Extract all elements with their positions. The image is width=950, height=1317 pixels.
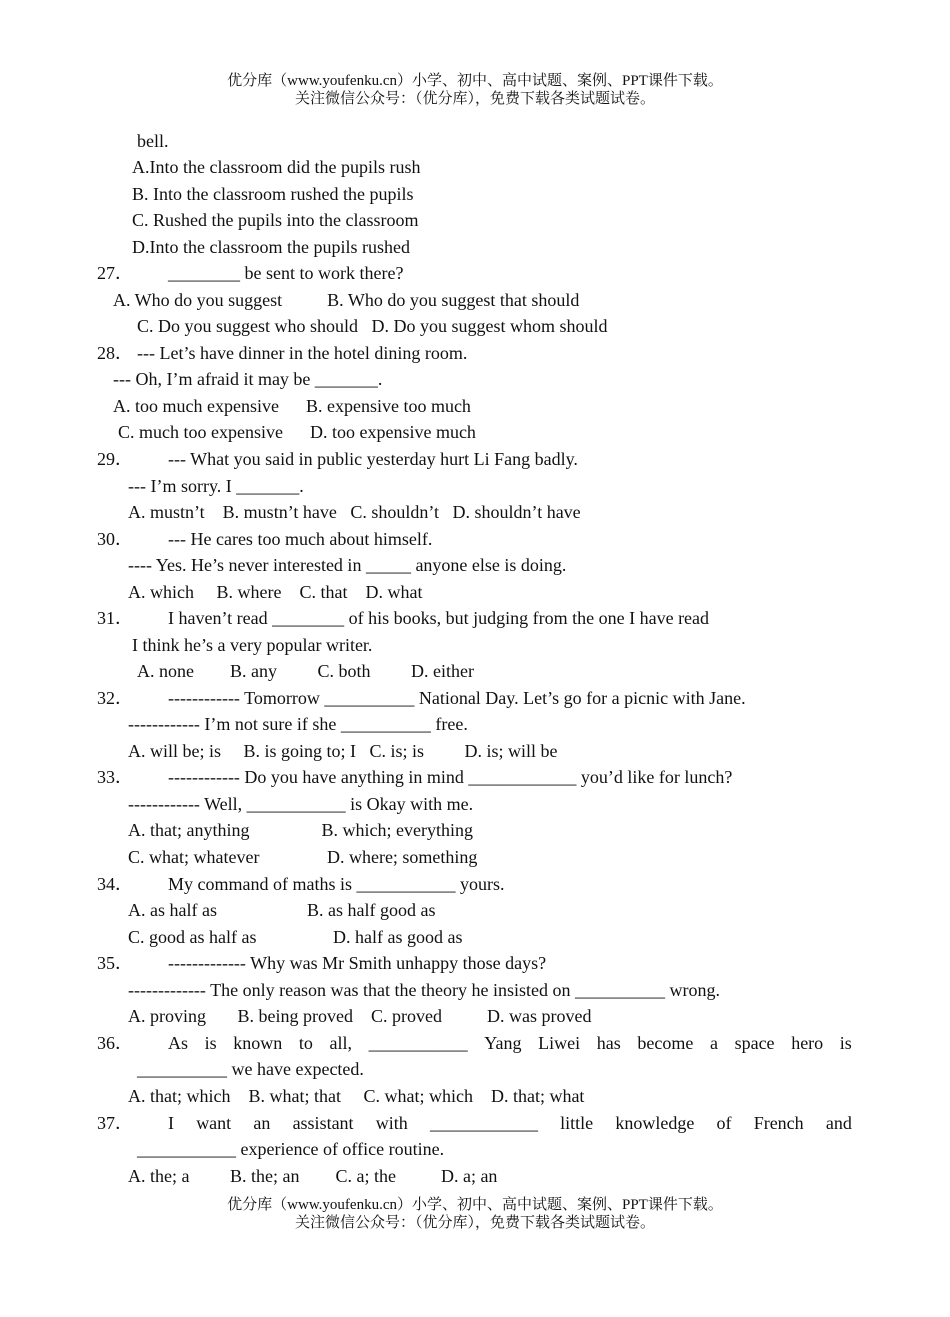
q37-word: assistant (292, 1113, 354, 1133)
q28-stem: --- Let’s have dinner in the hotel dining room. (137, 343, 468, 363)
q37-word: I (168, 1113, 174, 1133)
q36-word: become (637, 1033, 694, 1053)
q29-options-1: A. mustn’t B. mustn’t have C. shouldn’t D. shouldn’t have (128, 502, 581, 522)
q31-stem-2: I think he’s a very popular writer. (132, 635, 373, 655)
q36-word: is (204, 1033, 217, 1053)
q33-options-1: A. that; anything B. which; everything (128, 820, 473, 840)
footer-line-2: 关注微信公众号：（优分库），免费下载各类试题试卷。 (294, 1215, 655, 1231)
q36-word: ___________ (368, 1033, 468, 1053)
q33-options-2: C. what; whatever D. where; something (128, 847, 478, 867)
q36-word: has (596, 1033, 621, 1053)
q34-options-1: A. as half as B. as half good as (128, 900, 436, 920)
q28-options-2: C. much too expensive D. too expensive much (118, 422, 476, 442)
q35-options-1: A. proving B. being proved C. proved D. was proved (128, 1006, 592, 1026)
q36-options-1: A. that; which B. what; that C. what; which D. that; what (128, 1086, 585, 1106)
q37-word: ____________ (429, 1113, 538, 1133)
q29-number: 29． (97, 449, 133, 469)
q36-word: Liwei (538, 1033, 581, 1053)
header-line-1: 优分库（www.youfenku.cn）小学、初中、高中试题、案例、PPT课件下载。 (227, 73, 723, 89)
q26-option-c: C. Rushed the pupils into the classroom (132, 210, 419, 230)
q37-options-1: A. the; a B. the; an C. a; the D. a; an (128, 1166, 498, 1186)
q32-stem: ------------ Tomorrow __________ National Day. Let’s go for a picnic with Jane. (168, 688, 746, 708)
q36-word: a (709, 1033, 718, 1053)
q26-option-b: B. Into the classroom rushed the pupils (132, 184, 414, 204)
q27-stem: ________ be sent to work there? (168, 263, 404, 283)
q36-number: 36． (97, 1033, 133, 1053)
q37-word: knowledge (615, 1113, 695, 1133)
q30-stem: --- He cares too much about himself. (168, 529, 433, 549)
q36-word: to (298, 1033, 313, 1053)
q31-stem: I haven’t read ________ of his books, but judging from the one I have read (168, 608, 710, 628)
q36-stem (168, 1032, 852, 1054)
q27-options-2: C. Do you suggest who should D. Do you suggest whom should (137, 316, 608, 336)
q36-word: known (233, 1033, 283, 1053)
q36-word: all, (329, 1033, 353, 1053)
q32-number: 32． (97, 688, 133, 708)
q37-word: with (375, 1113, 408, 1133)
q28-stem-2: --- Oh, I’m afraid it may be _______. (113, 369, 383, 389)
q31-options-1: A. none B. any C. both D. either (137, 661, 474, 681)
q30-options-1: A. which B. where C. that D. what (128, 582, 423, 602)
q37-word: French (753, 1113, 804, 1133)
q37-word: of (716, 1113, 732, 1133)
header-line-2: 关注微信公众号：（优分库），免费下载各类试题试卷。 (294, 91, 655, 107)
q37-word: want (196, 1113, 232, 1133)
q37-stem-2: ___________ experience of office routine. (137, 1139, 445, 1159)
q35-stem: ------------- Why was Mr Smith unhappy those days? (168, 953, 547, 973)
footer-line-1: 优分库（www.youfenku.cn）小学、初中、高中试题、案例、PPT课件下载。 (227, 1197, 723, 1213)
q28-number: 28． (97, 343, 133, 363)
q36-word: is (839, 1033, 852, 1053)
q37-stem (168, 1112, 852, 1134)
q35-stem-2: ------------- The only reason was that the theory he insisted on __________ wrong. (128, 980, 721, 1000)
q37-word: little (560, 1113, 594, 1133)
q33-stem: ------------ Do you have anything in mind ____________ you’d like for lunch? (168, 767, 733, 787)
q29-stem-2: --- I’m sorry. I _______. (128, 476, 304, 496)
q32-stem-2: ------------ I’m not sure if she __________ free. (128, 714, 468, 734)
q27-number: 27． (97, 263, 133, 283)
q34-options-2: C. good as half as D. half as good as (128, 927, 463, 947)
q27-options-1: A. Who do you suggest B. Who do you suggest that should (113, 290, 580, 310)
q36-stem-2: __________ we have expected. (137, 1059, 364, 1079)
q33-stem-2: ------------ Well, ___________ is Okay with me. (128, 794, 474, 814)
q36-word: hero (791, 1033, 824, 1053)
q26-option-d: D.Into the classroom the pupils rushed (132, 237, 410, 257)
q34-number: 34． (97, 874, 133, 894)
q26-option-a: A.Into the classroom did the pupils rush (132, 157, 421, 177)
q36-word: As (168, 1033, 189, 1053)
q37-number: 37． (97, 1113, 133, 1133)
q31-number: 31． (97, 608, 133, 628)
q34-stem: My command of maths is ___________ yours. (168, 874, 505, 894)
q37-word: an (253, 1113, 271, 1133)
q30-number: 30． (97, 529, 133, 549)
q36-word: Yang (484, 1033, 522, 1053)
q26-stem-cont: bell. (137, 131, 169, 151)
q35-number: 35． (97, 953, 133, 973)
q32-options-1: A. will be; is B. is going to; I C. is; is D. is; will be (128, 741, 558, 761)
q36-word: space (734, 1033, 775, 1053)
q37-word: and (825, 1113, 852, 1133)
q33-number: 33． (97, 767, 133, 787)
q28-options-1: A. too much expensive B. expensive too much (113, 396, 471, 416)
q29-stem: --- What you said in public yesterday hurt Li Fang badly. (168, 449, 578, 469)
q30-stem-2: ---- Yes. He’s never interested in _____ anyone else is doing. (128, 555, 567, 575)
